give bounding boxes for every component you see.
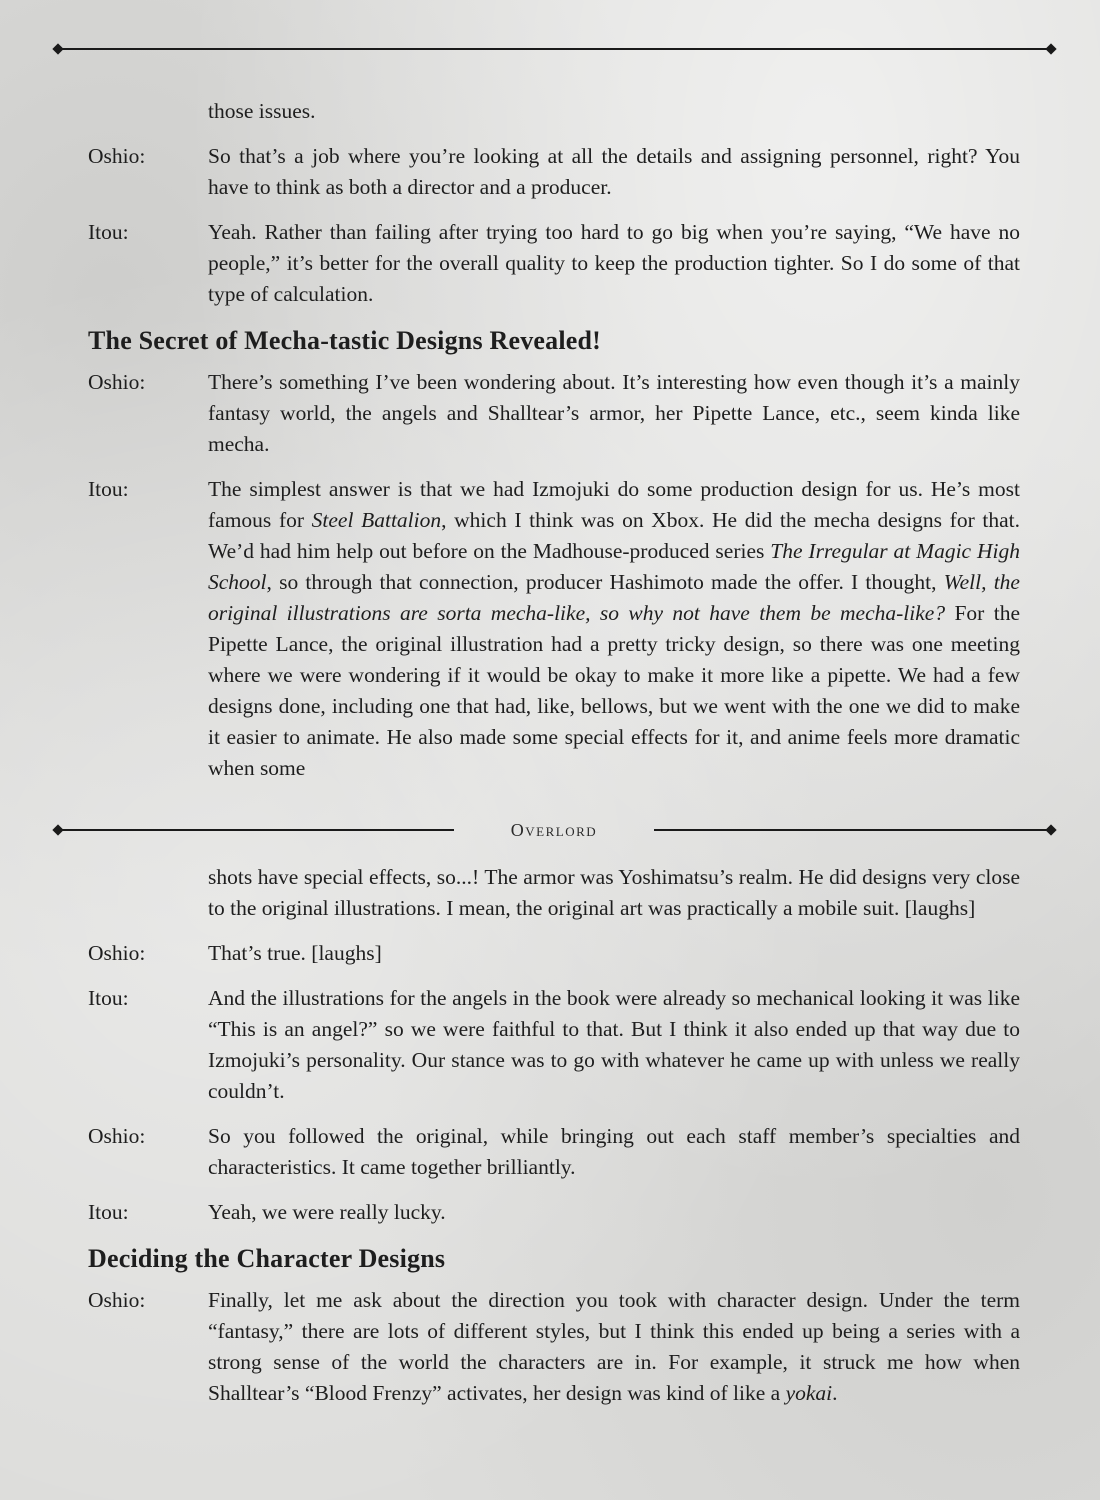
speaker-name: Itou: xyxy=(88,477,129,501)
speaker-name: Itou: xyxy=(88,1200,129,1224)
text-segment: shots have special effects, so...! The armor was Yoshimatsu’s realm. He did designs very close to the original illustrations. I mean, the original art was practically a mobile suit. [laughs] xyxy=(208,865,1020,920)
section-heading: The Secret of Mecha-tastic Designs Revealed! xyxy=(88,326,602,355)
dialogue-row xyxy=(0,474,1100,784)
dialogue-text xyxy=(208,983,1020,1107)
italic-title: The Irregular at Magic High School xyxy=(208,539,1020,594)
text-segment: Yeah, we were really lucky. xyxy=(208,1200,446,1224)
speaker-name: Oshio: xyxy=(88,1124,146,1148)
text-segment: There’s something I’ve been wondering about. It’s interesting how even though it’s a mainly fantasy world, the angels and Shalltear’s armor, her Pipette Lance, etc., seem kinda like mecha. xyxy=(208,370,1020,456)
speaker-name: Oshio: xyxy=(88,1288,146,1312)
text-segment: For the Pipette Lance, the original illustration had a pretty tricky design, so there was one meeting where we were wondering if it would be okay to make it more like a pipette. We had a few designs done, including one that had, like, bellows, but we went with the one we did to make it easier to animate. He also made some special effects for it, and anime feels more dramatic when some xyxy=(208,601,1020,780)
divider-ornament-right xyxy=(1045,824,1056,835)
text-segment: those issues. xyxy=(208,99,316,123)
dialogue-row xyxy=(0,983,1100,1107)
dialogue-text xyxy=(208,217,1020,310)
speaker-name: Itou: xyxy=(88,986,129,1010)
dialogue-row xyxy=(0,367,1100,460)
text-segment: So that’s a job where you’re looking at all the details and assigning personnel, right? You have to think as both a director and a producer. xyxy=(208,144,1020,199)
dialogue-text xyxy=(208,474,1020,784)
italic-title: yokai xyxy=(785,1381,833,1405)
text-segment: . xyxy=(832,1381,838,1405)
dialogue-text xyxy=(208,141,1020,203)
dialogue-row xyxy=(0,862,1100,924)
divider-line-right xyxy=(654,829,1051,831)
page-break-divider xyxy=(52,820,1057,840)
dialogue-text xyxy=(208,1197,1020,1228)
running-header: Overlord xyxy=(510,820,598,840)
speaker-name: Itou: xyxy=(88,220,129,244)
italic-title: Steel Battalion xyxy=(311,508,442,532)
text-segment: , which I think was on Xbox. He did the mecha designs for that. We’d had him help out before on the Madhouse-produced series xyxy=(208,508,1020,563)
italic-title: Well, the original illustrations are sorta mecha-like, so why not have them be mecha-like? xyxy=(208,570,1020,625)
dialogue-row xyxy=(0,217,1100,310)
text-segment: Yeah. Rather than failing after trying too hard to go big when you’re saying, “We have no people,” it’s better for the overall quality to keep the production tighter. So I do some of that type of calculation. xyxy=(208,220,1020,306)
divider-line-left xyxy=(58,829,454,831)
dialogue-text xyxy=(208,862,1020,924)
dialogue-text xyxy=(208,938,1020,969)
top-divider xyxy=(52,42,1057,56)
speaker-name xyxy=(0,96,208,127)
text-segment: The simplest answer is that we had Izmojuki do some production design for us. He’s most famous for xyxy=(208,477,1020,532)
dialogue-row xyxy=(0,1121,1100,1183)
speaker-name: Oshio: xyxy=(88,941,146,965)
dialogue-row xyxy=(0,938,1100,969)
dialogue-text xyxy=(208,1285,1020,1409)
section-heading: Deciding the Character Designs xyxy=(88,1244,446,1273)
interview-section-bottom xyxy=(0,862,1100,1423)
interview-section-top xyxy=(0,96,1100,798)
dialogue-row xyxy=(0,141,1100,203)
speaker-name xyxy=(0,862,208,924)
dialogue-text xyxy=(208,367,1020,460)
speaker-name: Oshio: xyxy=(88,370,146,394)
dialogue-row xyxy=(0,96,1100,127)
text-segment: , so through that connection, producer Hashimoto made the offer. I thought, xyxy=(266,570,944,594)
dialogue-text xyxy=(208,1121,1020,1183)
divider-ornament-right xyxy=(1045,43,1056,54)
text-segment: And the illustrations for the angels in the book were already so mechanical looking it was like “This is an angel?” so we were faithful to that. But I think it also ended up that way due to Izmojuki’s personality. Our stance was to go with whatever he came up with unless we really couldn’t. xyxy=(208,986,1020,1103)
dialogue-row xyxy=(0,1197,1100,1228)
speaker-name: Oshio: xyxy=(88,144,146,168)
text-segment: So you followed the original, while bringing out each staff member’s specialties and characteristics. It came together brilliantly. xyxy=(208,1124,1020,1179)
text-segment: That’s true. [laughs] xyxy=(208,941,382,965)
dialogue-text xyxy=(208,96,1020,127)
dialogue-row xyxy=(0,1285,1100,1409)
text-segment: Finally, let me ask about the direction you took with character design. Under the term “fantasy,” there are lots of different styles, but I think this ended up being a series with a strong sense of the world the characters are in. For example, it struck me how when Shalltear’s “Blood Frenzy” activates, her design was kind of like a xyxy=(208,1288,1020,1405)
divider-line xyxy=(58,48,1051,50)
